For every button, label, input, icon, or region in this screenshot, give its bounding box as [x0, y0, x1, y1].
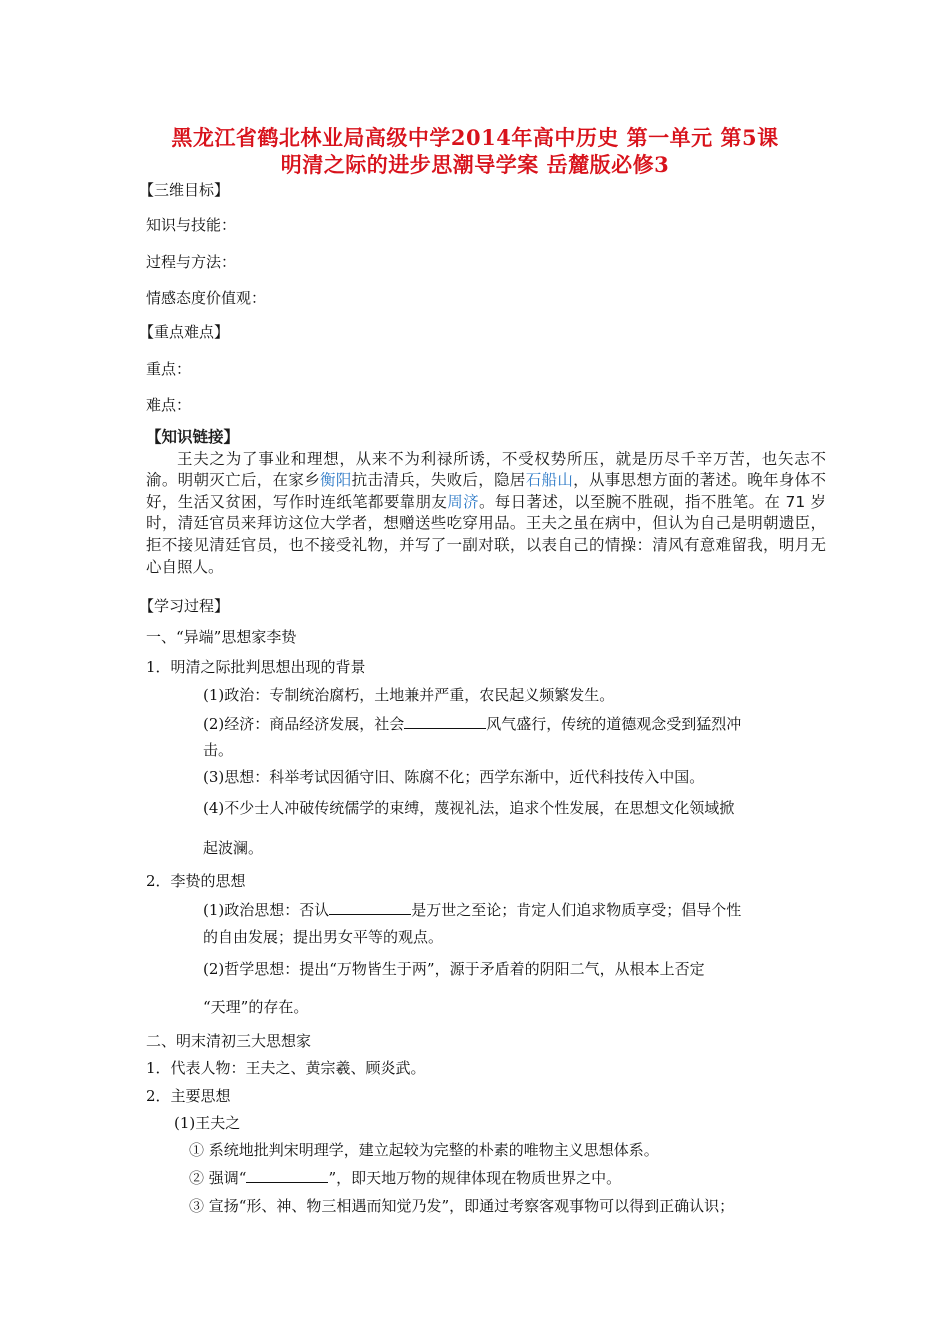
- document-title-line-1: 黑龙江省鹤北林业局高级中学2014年高中历史 第一单元 第5课: [171, 125, 779, 150]
- knowledge-link-text-3: ，从事思想方面的著述。晚年身体不好，生活又贫困，写作时连纸笔都要靠朋友: [146, 471, 826, 511]
- lizhi-philosophy-cont: “天理”的存在。: [203, 998, 309, 1016]
- key-point: 重点：: [146, 360, 192, 378]
- place-hengyang: 衡阳: [320, 471, 352, 490]
- goal-attitude: 情感态度价值观：: [146, 289, 267, 307]
- background-politics: (1)政治：专制统治腐朽，土地兼并严重，农民起义频繁发生。: [203, 686, 615, 704]
- fill-blank-3[interactable]: [246, 1168, 328, 1183]
- section-1-1-title: 1．明清之际批判思想出现的背景: [146, 658, 366, 676]
- lizhi-politics-pre: (1)政治思想：否认: [203, 901, 330, 919]
- goal-process: 过程与方法：: [146, 253, 237, 271]
- wang-fuzhi-point-2-post: ”，即天地万物的规律体现在物质世界之中。: [328, 1169, 622, 1187]
- wang-fuzhi-point-3: ③ 宣扬“形、神、物三相遇而知觉乃发”，即通过考察客观事物可以得到正确认识；: [189, 1197, 735, 1215]
- section-2-1-title: 1．代表人物：王夫之、黄宗羲、顾炎武。: [146, 1059, 426, 1077]
- place-shichuanshan: 石船山: [525, 471, 574, 490]
- wang-fuzhi-title: (1)王夫之: [174, 1114, 241, 1132]
- goal-knowledge: 知识与技能：: [146, 216, 237, 234]
- goals-heading: 【三维目标】: [139, 181, 230, 199]
- background-scholars: (4)不少士人冲破传统儒学的束缚，蔑视礼法，追求个性发展，在思想文化领域掀: [203, 799, 735, 817]
- section-2-title: 二、明末清初三大思想家: [146, 1032, 312, 1050]
- background-economy: [203, 714, 741, 734]
- background-scholars-cont: 起波澜。: [203, 839, 264, 857]
- lizhi-politics-cont: 的自由发展；提出男女平等的观点。: [203, 928, 444, 946]
- wang-fuzhi-point-1: ① 系统地批判宋明理学，建立起较为完整的朴素的唯物主义思想体系。: [189, 1141, 659, 1159]
- background-economy-post: 风气盛行，传统的道德观念受到猛烈冲: [486, 715, 742, 733]
- knowledge-link-text-2: 抗击清兵，失败后，隐居: [351, 471, 526, 490]
- knowledge-link-section: [146, 427, 826, 578]
- knowledge-link-text-1: 王夫之为了事业和理想，从来不为利禄所诱，不受权势所压，就是历尽千辛万苦，也矢志不渝。明朝灭亡后，在家乡: [146, 449, 826, 490]
- lizhi-politics-post: 是万世之至论；肯定人们追求物质享受；倡导个性: [411, 901, 742, 919]
- difficult-point: 难点：: [146, 396, 192, 414]
- section-1-title: 一、“异端”思想家李贽: [146, 628, 297, 646]
- background-thought: (3)思想：科举考试因循守旧、陈腐不化；西学东渐中，近代科技传入中国。: [203, 768, 705, 786]
- place-zhouji: 周济: [447, 492, 479, 511]
- wang-fuzhi-point-2: [189, 1168, 621, 1188]
- lizhi-politics: [203, 900, 741, 920]
- lizhi-philosophy: (2)哲学思想：提出“万物皆生于两”，源于矛盾着的阴阳二气，从根本上否定: [203, 960, 705, 978]
- fill-blank-1[interactable]: [404, 714, 486, 729]
- knowledge-link-heading: 【知识链接】: [146, 428, 240, 446]
- knowledge-link-paragraph: [146, 449, 826, 579]
- background-economy-pre: (2)经济：商品经济发展，社会: [203, 715, 405, 733]
- fill-blank-2[interactable]: [329, 900, 411, 915]
- document-title-line-2: 明清之际的进步思潮导学案 岳麓版必修3: [280, 152, 670, 177]
- background-economy-cont: 击。: [203, 741, 234, 759]
- section-1-2-title: 2．李贽的思想: [146, 872, 246, 890]
- wang-fuzhi-point-2-pre: ② 强调“: [189, 1169, 247, 1187]
- knowledge-link-text-4: 。每日著述，以至腕不胜砚，指不胜笔。在 71 岁时，清廷官员来拜访这位大学者，想赠送些吃穿用品。王夫之虽在病中，但认为自己是明朝遗臣，拒不接见清廷官员，也不接受礼物，并写了一副对联，以表自己的情操：清风有意难留我，明月无心自照人。: [146, 492, 826, 576]
- section-2-2-title: 2．主要思想: [146, 1087, 231, 1105]
- study-heading: 【学习过程】: [139, 597, 230, 615]
- key-points-heading: 【重点难点】: [139, 323, 230, 341]
